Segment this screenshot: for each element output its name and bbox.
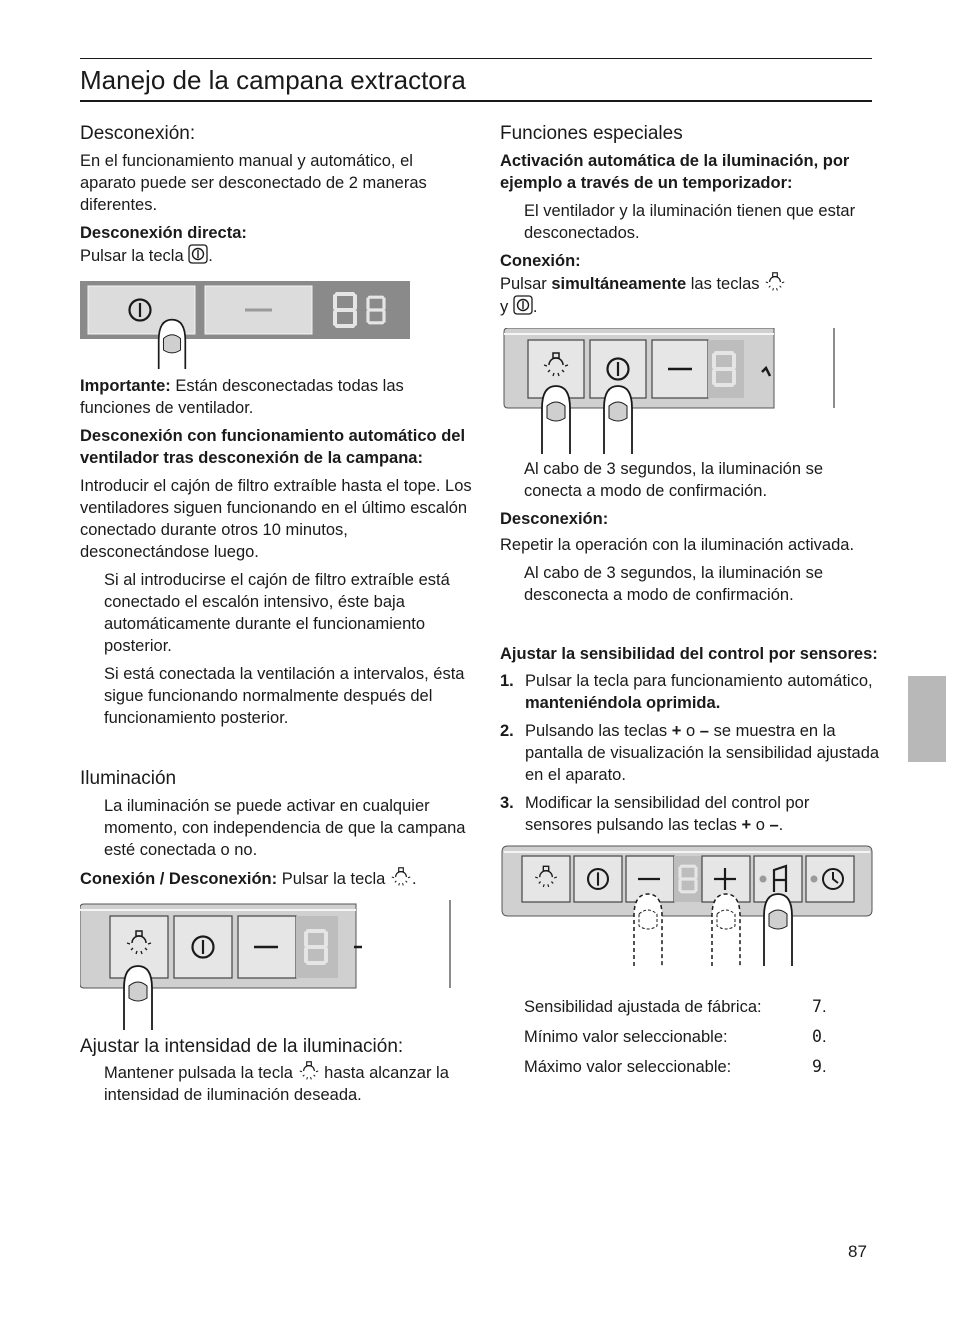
conexion-note: Al cabo de 3 segundos, la iluminación se conecta a modo de confirmación. xyxy=(524,460,824,500)
step-text: Pulsar la tecla para funcionamiento automático, xyxy=(525,672,873,690)
intensidad-text-b: hasta alcanzar la intensidad de iluminación deseada. xyxy=(104,1064,449,1104)
ilum-conexion-text: Pulsar la tecla xyxy=(281,870,386,888)
desconexion-text: Repetir la operación con la iluminación activada. xyxy=(500,536,855,554)
plus-symbol: + xyxy=(741,816,752,834)
intensidad-text-a: Mantener pulsada la tecla xyxy=(104,1064,293,1082)
desconexion-note: Al cabo de 3 segundos, la iluminación se desconecta a modo de confirmación. xyxy=(524,564,824,604)
iluminacion-conexion: Conexión / Desconexión: Pulsar la tecla . xyxy=(80,867,472,890)
step-text: Pulsando las teclas xyxy=(525,722,668,740)
funciones-especiales-heading: Funciones especiales xyxy=(500,123,683,144)
iluminacion-text: La iluminación se puede activar en cualquier momento, con independencia de que la campana esté conectada o no. xyxy=(104,797,466,859)
step-text-bold: manteniéndola oprimida. xyxy=(525,694,721,712)
sens-label: Mínimo valor seleccionable: xyxy=(524,1028,728,1046)
sens-row-max xyxy=(500,1052,880,1082)
desconexion-directa-heading: Desconexión directa: xyxy=(80,224,247,242)
conexion-heading: Conexión: xyxy=(500,252,581,270)
importante-note xyxy=(80,375,472,419)
page-title: Manejo de la campana extractora xyxy=(80,65,466,95)
step-text: Modificar la sensibilidad del control por sensores pulsando las teclas xyxy=(525,794,810,834)
conexion-d: y xyxy=(500,298,509,316)
importante-label: Importante: xyxy=(80,377,171,395)
sens-value: 7. xyxy=(812,997,827,1016)
importante-text: Están desconectadas todas las funciones de ventilador. xyxy=(80,377,404,417)
title-rule xyxy=(80,100,872,102)
minus-symbol: – xyxy=(699,722,709,740)
desconexion-heading: Desconexión: xyxy=(500,510,609,528)
desconexion-text: En el funcionamiento manual y automático, el aparato puede ser desconectado de 2 maneras diferentes. xyxy=(80,152,427,214)
intensidad-heading: Ajustar la intensidad de la iluminación: xyxy=(80,1036,404,1057)
step-1 xyxy=(500,670,880,714)
sensibilidad-heading: Ajustar la sensibilidad del control por sensores: xyxy=(500,645,878,663)
directa-label: Pulsar la tecla xyxy=(80,247,184,265)
plus-symbol: + xyxy=(671,722,682,740)
step-2 xyxy=(500,720,880,786)
or-word: o xyxy=(686,722,696,740)
sens-digit: 0 xyxy=(812,1027,822,1046)
power-icon xyxy=(513,295,533,315)
desconexion-directa-text: Pulsar la tecla . xyxy=(80,244,472,267)
sens-row-min xyxy=(500,1022,880,1052)
activacion-heading: Activación automática de la iluminación, por ejemplo a través de un temporizador: xyxy=(500,152,850,192)
section-desconexion-heading: Desconexión: xyxy=(80,123,196,144)
conexion-c: las teclas xyxy=(690,275,760,293)
side-thumb-tab xyxy=(908,676,946,762)
light-icon xyxy=(298,1061,320,1081)
light-icon xyxy=(390,867,412,887)
step-3 xyxy=(500,792,880,836)
sens-label: Máximo valor seleccionable: xyxy=(524,1058,732,1076)
page-number: 87 xyxy=(848,1242,867,1261)
sens-digit: 9 xyxy=(812,1057,822,1076)
panel-simultaneous-illustration xyxy=(500,328,840,454)
light-icon xyxy=(764,272,786,292)
power-icon xyxy=(188,244,208,264)
section-iluminacion-heading: Iluminación xyxy=(80,768,177,789)
minus-symbol: – xyxy=(769,816,779,834)
panel-sensitivity-illustration xyxy=(500,844,876,970)
sens-value: 0. xyxy=(812,1027,827,1046)
or-word: o xyxy=(755,816,765,834)
panel-light-illustration xyxy=(80,900,456,1030)
auto-desconexion-text: Introducir el cajón de filtro extraíble hasta el tope. Los ventiladores siguen funcionando en el último escalón conectado durante otros 10 minutos, desconectándose luego. xyxy=(80,477,472,561)
right-column xyxy=(500,122,880,1082)
sens-value: 9. xyxy=(812,1057,827,1076)
step-number: 2. xyxy=(500,722,514,740)
step-number: 1. xyxy=(500,672,514,690)
activacion-text: El ventilador y la iluminación tienen que estar desconectados. xyxy=(524,202,856,242)
sens-label: Sensibilidad ajustada de fábrica: xyxy=(524,998,762,1016)
auto-note-2: Si está conectada la ventilación a intervalos, ésta sigue funcionando normalmente después del funcionamiento posterior. xyxy=(104,665,465,727)
conexion-text: Pulsar simultáneamente las teclas y . xyxy=(500,272,880,318)
left-column xyxy=(80,122,472,1112)
auto-desconexion-heading: Desconexión con funcionamiento automático del ventilador tras desconexión de la campana: xyxy=(80,427,466,467)
ilum-conexion-label: Conexión / Desconexión: xyxy=(80,870,278,888)
conexion-a: Pulsar xyxy=(500,275,547,293)
intensidad-text xyxy=(80,1061,472,1106)
top-rule xyxy=(80,58,872,59)
panel-power-off-illustration xyxy=(80,277,410,369)
auto-note-1: Si al introducirse el cajón de filtro extraíble está conectado el escalón intensivo, éste baja automáticamente durante el funcionamiento posterior. xyxy=(104,571,450,655)
step-end: . xyxy=(778,816,784,834)
sens-row-factory xyxy=(500,992,880,1022)
step-number: 3. xyxy=(500,794,514,812)
conexion-b: simultáneamente xyxy=(551,275,687,293)
step-text: se muestra en la pantalla de visualización la sensibilidad ajustada en el aparato. xyxy=(525,722,880,784)
sens-digit: 7 xyxy=(812,997,822,1016)
